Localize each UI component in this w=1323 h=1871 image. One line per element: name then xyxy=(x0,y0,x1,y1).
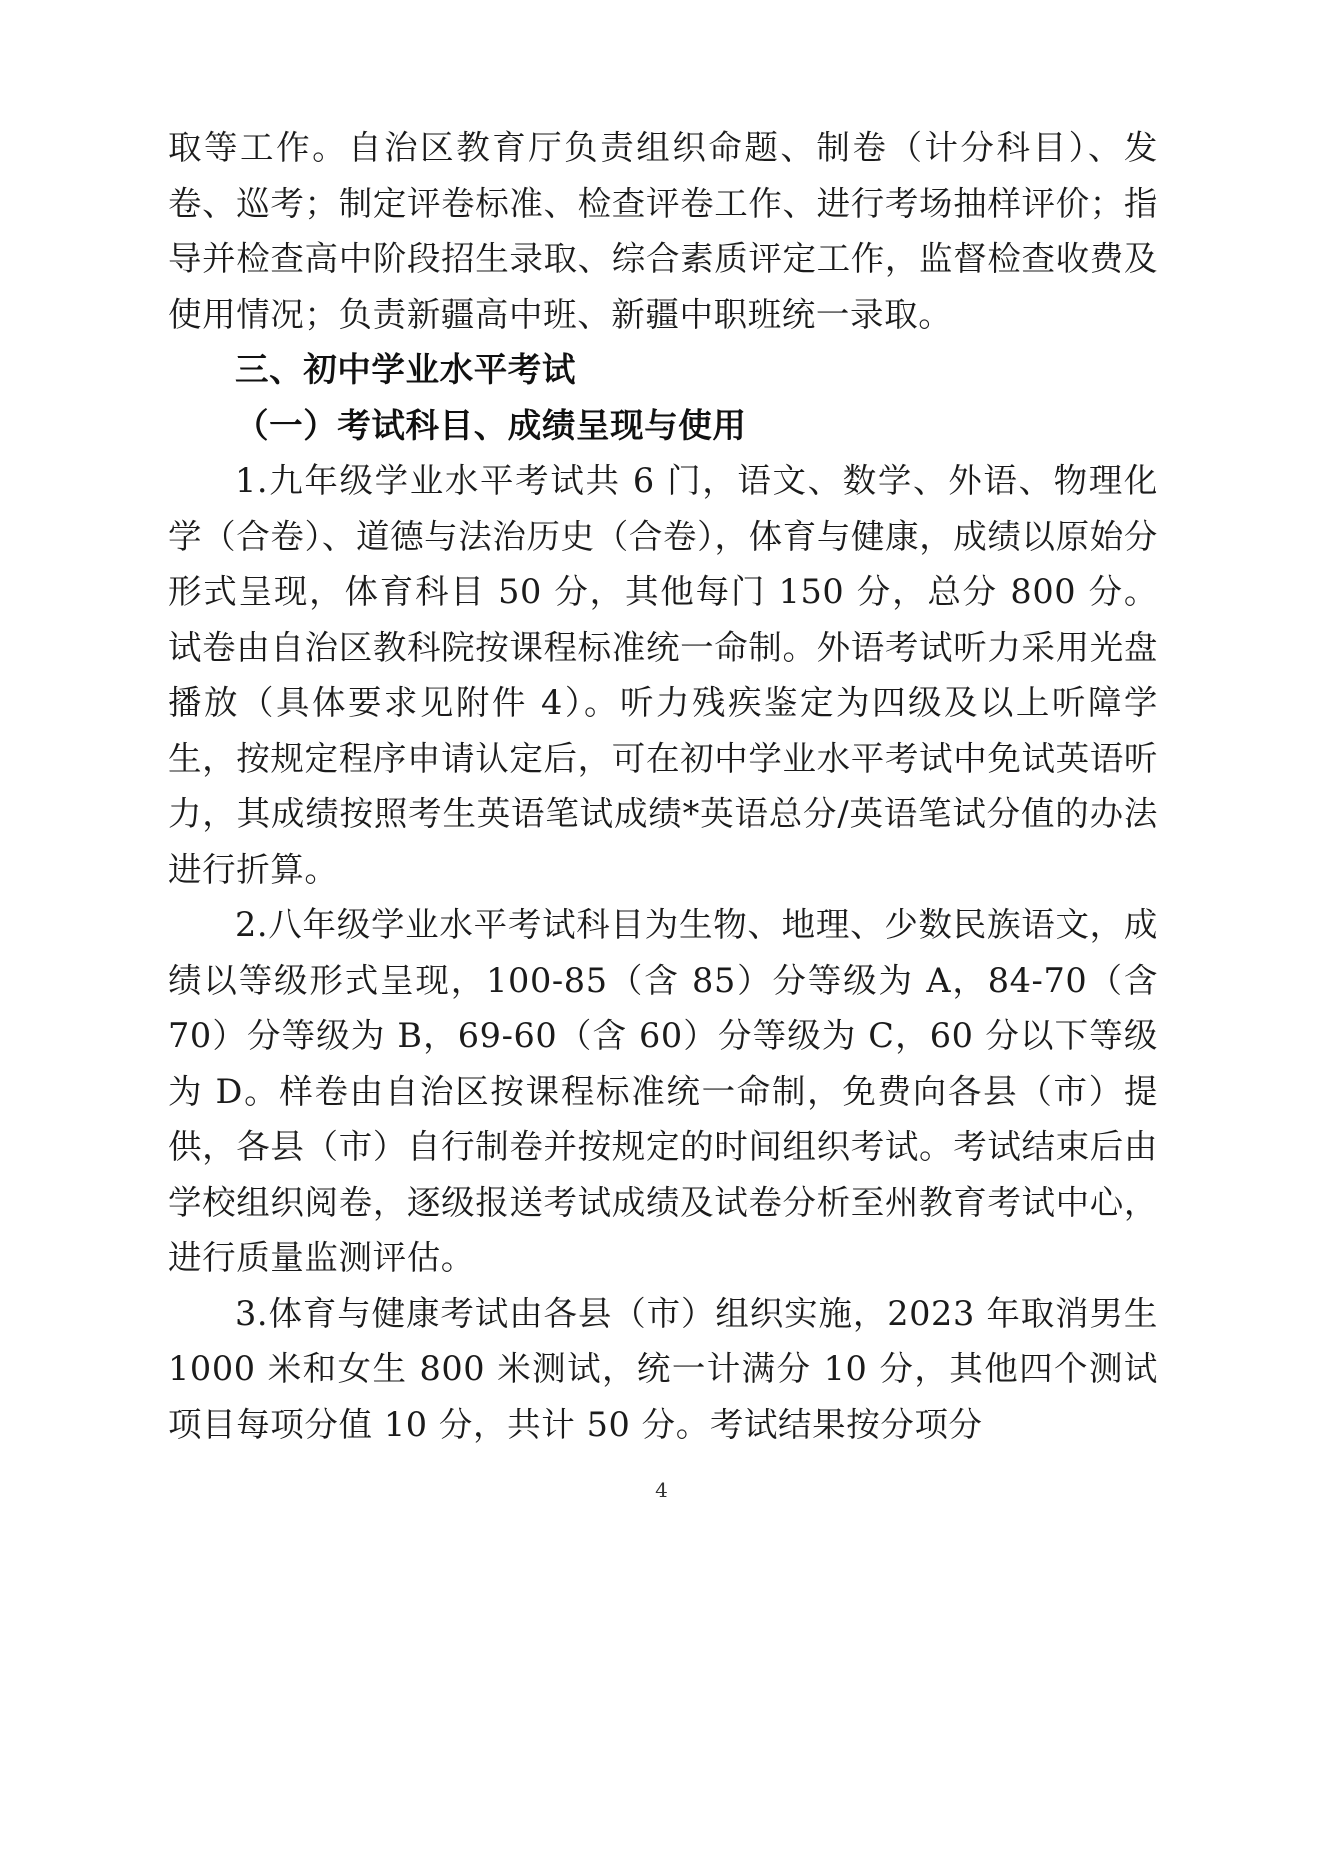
paragraph-item-1: 1.九年级学业水平考试共 6 门，语文、数学、外语、物理化学（合卷）、道德与法治历史（合卷），体育与健康，成绩以原始分形式呈现，体育科目 50 分，其他每门 150 分，总分 800 分。试卷由自治区教科院按课程标准统一命制。外语考试听力采用光盘播放（具体要求见附件 4）。听力残疾鉴定为四级及以上听障学生，按规定程序申请认定后，可在初中学业水平考试中免试英语听力，其成绩按照考生英语笔试成绩*英语总分/英语笔试分值的办法进行折算。 xyxy=(168,461,1158,889)
paragraph-intro: 取等工作。自治区教育厅负责组织命题、制卷（计分科目）、发卷、巡考；制定评卷标准、检查评卷工作、进行考场抽样评价；指导并检查高中阶段招生录取、综合素质评定工作，监督检查收费及使用情况；负责新疆高中班、新疆中职班统一录取。 xyxy=(168,128,1158,334)
section-heading-three: 三、初中学业水平考试 xyxy=(235,350,576,389)
subsection-heading-one: （一）考试科目、成绩呈现与使用 xyxy=(235,405,747,445)
document-body xyxy=(168,120,1170,1452)
paragraph-item-2: 2.八年级学业水平考试科目为生物、地理、少数民族语文，成绩以等级形式呈现，100-85（含 85）分等级为 A，84-70（含 70）分等级为 B，69-60（含 60）分等级为 C，60 分以下等级为 D。样卷由自治区按课程标准统一命制，免费向各县（市）提供，各县（市）自行制卷并按规定的时间组织考试。考试结束后由学校组织阅卷，逐级报送考试成绩及试卷分析至州教育考试中心，进行质量监测评估。 xyxy=(168,905,1170,1277)
page-number: 4 xyxy=(655,1478,668,1502)
paragraph-item-3: 3.体育与健康考试由各县（市）组织实施，2023 年取消男生 1000 米和女生 800 米测试，统一计满分 10 分，其他四个测试项目每项分值 10 分，共计 50 分。考试结果按分项分 xyxy=(168,1293,1170,1444)
